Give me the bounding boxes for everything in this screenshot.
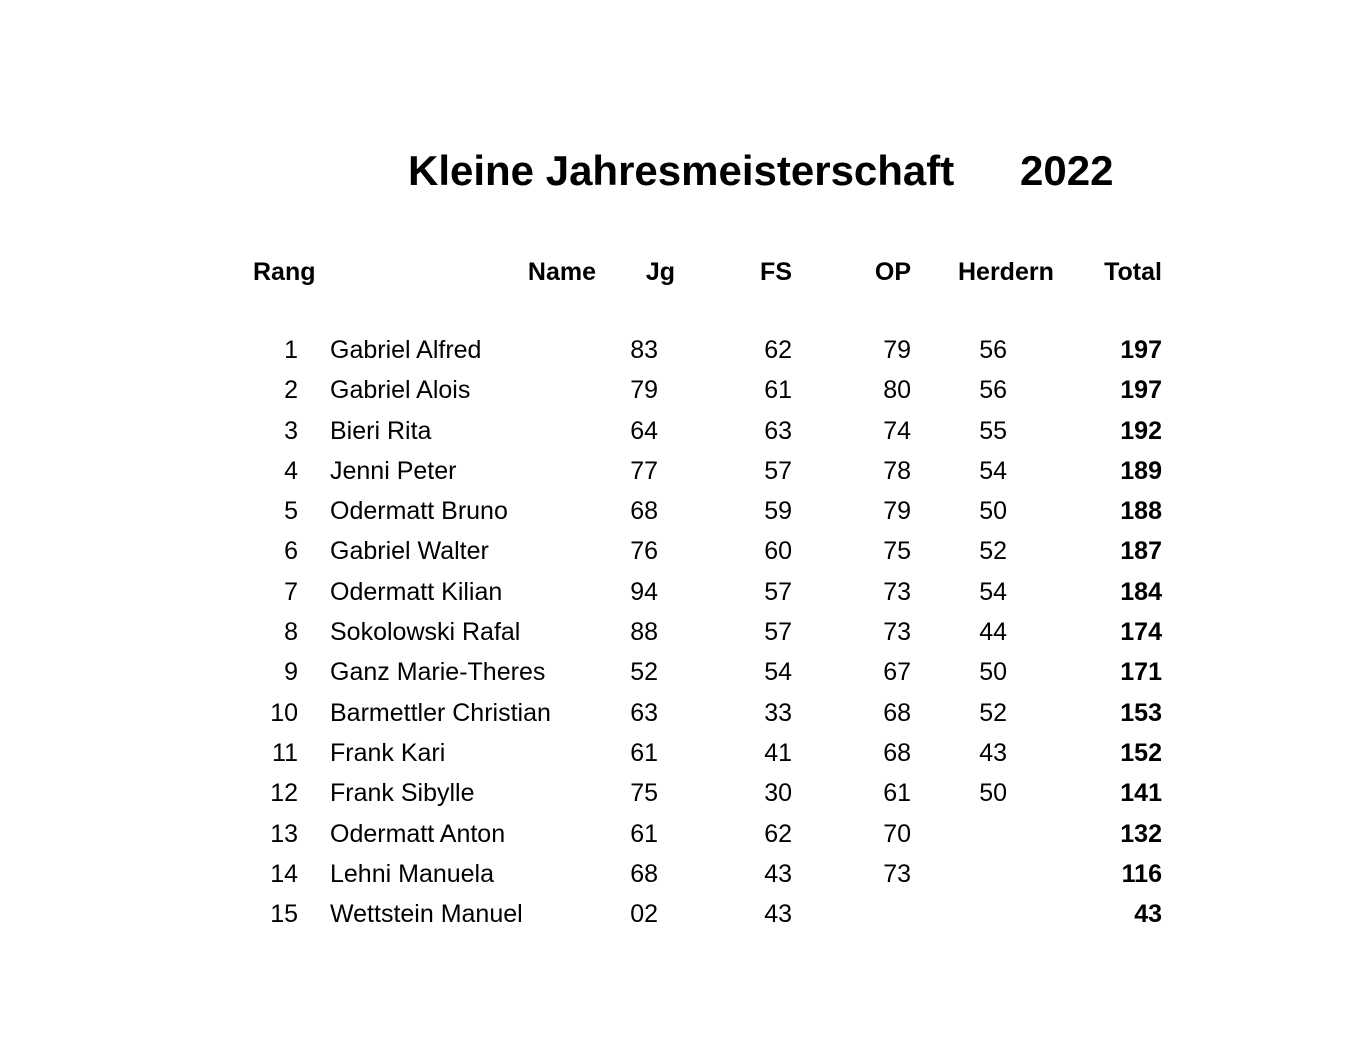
cell-jg: 76 bbox=[630, 537, 658, 566]
cell-herdern: 56 bbox=[979, 336, 1007, 364]
table-row bbox=[0, 776, 1364, 816]
cell-fs: 41 bbox=[764, 738, 792, 767]
cell-jg: 52 bbox=[630, 658, 658, 687]
cell-op: 78 bbox=[883, 456, 911, 485]
cell-total: 174 bbox=[1120, 618, 1162, 647]
cell-jg: 61 bbox=[630, 819, 658, 848]
table-header bbox=[0, 256, 1364, 288]
cell-op: 75 bbox=[883, 537, 911, 566]
cell-name: Frank Sibylle bbox=[330, 779, 475, 808]
cell-rang: 11 bbox=[272, 738, 298, 767]
cell-total: 43 bbox=[1134, 900, 1162, 929]
cell-fs: 30 bbox=[764, 779, 792, 808]
cell-herdern: 54 bbox=[979, 456, 1007, 485]
cell-op: 73 bbox=[883, 859, 911, 888]
table-row bbox=[0, 857, 1364, 897]
cell-fs: 33 bbox=[764, 698, 792, 727]
title-text: Kleine Jahresmeisterschaft bbox=[408, 147, 955, 194]
cell-fs: 59 bbox=[764, 497, 792, 526]
cell-name: Lehni Manuela bbox=[330, 859, 495, 888]
cell-herdern: 50 bbox=[979, 658, 1007, 687]
cell-herdern: 43 bbox=[979, 738, 1007, 767]
cell-op: 74 bbox=[883, 416, 911, 445]
cell-name: Jenni Peter bbox=[330, 456, 457, 485]
table-row bbox=[0, 454, 1364, 494]
cell-jg: 64 bbox=[630, 416, 658, 445]
cell-name: Odermatt Bruno bbox=[330, 497, 508, 526]
cell-fs: 54 bbox=[764, 658, 792, 687]
cell-fs: 43 bbox=[764, 859, 792, 888]
cell-rang: 7 bbox=[284, 577, 298, 606]
cell-fs: 63 bbox=[764, 416, 792, 445]
cell-rang: 9 bbox=[284, 658, 298, 687]
cell-name: Frank Kari bbox=[330, 738, 446, 767]
cell-fs: 62 bbox=[764, 819, 792, 848]
cell-total: 192 bbox=[1120, 416, 1162, 445]
cell-fs: 60 bbox=[764, 537, 792, 566]
cell-op: 80 bbox=[883, 376, 911, 405]
cell-rang: 12 bbox=[270, 779, 298, 808]
cell-total: 189 bbox=[1120, 456, 1162, 485]
cell-total: 197 bbox=[1120, 336, 1162, 364]
header-total: Total bbox=[1104, 258, 1162, 286]
cell-name: Bieri Rita bbox=[330, 416, 432, 445]
cell-herdern: 52 bbox=[979, 698, 1007, 727]
cell-op: 61 bbox=[883, 779, 911, 808]
cell-total: 197 bbox=[1120, 376, 1162, 405]
cell-op: 67 bbox=[883, 658, 911, 687]
cell-name: Sokolowski Rafal bbox=[330, 618, 521, 647]
table-row bbox=[0, 494, 1364, 534]
cell-jg: 63 bbox=[630, 698, 658, 727]
cell-rang: 10 bbox=[270, 698, 298, 727]
cell-name: Wettstein Manuel bbox=[330, 900, 523, 929]
table-row bbox=[0, 373, 1364, 413]
cell-total: 116 bbox=[1121, 859, 1162, 888]
cell-herdern: 56 bbox=[979, 376, 1007, 405]
table-row bbox=[0, 655, 1364, 695]
cell-rang: 14 bbox=[270, 859, 298, 888]
cell-op: 68 bbox=[883, 738, 911, 767]
table-row bbox=[0, 817, 1364, 857]
cell-rang: 2 bbox=[284, 376, 298, 405]
cell-total: 184 bbox=[1120, 577, 1162, 606]
cell-rang: 8 bbox=[284, 618, 298, 647]
header-op: OP bbox=[874, 258, 911, 286]
cell-jg: 02 bbox=[630, 900, 658, 929]
cell-fs: 57 bbox=[764, 456, 792, 485]
cell-total: 153 bbox=[1120, 698, 1162, 727]
table-body bbox=[0, 333, 1364, 937]
cell-total: 141 bbox=[1120, 779, 1162, 808]
cell-op: 70 bbox=[883, 819, 911, 848]
cell-rang: 15 bbox=[270, 900, 298, 929]
cell-rang: 5 bbox=[284, 497, 298, 526]
cell-name: Odermatt Kilian bbox=[330, 577, 503, 606]
cell-jg: 88 bbox=[630, 618, 658, 647]
header-herdern: Herdern bbox=[958, 258, 1054, 286]
cell-name: Barmettler Christian bbox=[330, 698, 551, 727]
cell-rang: 3 bbox=[284, 416, 298, 445]
cell-jg: 68 bbox=[630, 497, 658, 526]
cell-jg: 61 bbox=[630, 738, 658, 767]
cell-total: 152 bbox=[1120, 738, 1162, 767]
cell-rang: 13 bbox=[270, 819, 298, 848]
cell-total: 187 bbox=[1120, 537, 1162, 566]
cell-op: 79 bbox=[883, 336, 911, 364]
cell-fs: 61 bbox=[764, 376, 792, 405]
cell-op: 79 bbox=[883, 497, 911, 526]
cell-fs: 57 bbox=[764, 577, 792, 606]
cell-name: Gabriel Alois bbox=[330, 376, 471, 405]
cell-total: 171 bbox=[1120, 658, 1162, 687]
header-rang: Rang bbox=[253, 258, 316, 286]
cell-herdern: 55 bbox=[979, 416, 1007, 445]
cell-jg: 68 bbox=[630, 859, 658, 888]
header-jg: Jg bbox=[645, 258, 675, 286]
table-row bbox=[0, 897, 1364, 937]
cell-jg: 79 bbox=[630, 376, 658, 405]
cell-herdern: 44 bbox=[979, 618, 1007, 647]
title-year: 2022 bbox=[1020, 147, 1114, 194]
table-row bbox=[0, 575, 1364, 615]
cell-jg: 83 bbox=[630, 336, 658, 364]
table-row bbox=[0, 736, 1364, 776]
cell-fs: 62 bbox=[764, 336, 792, 364]
cell-herdern: 50 bbox=[979, 779, 1007, 808]
cell-name: Gabriel Walter bbox=[330, 537, 489, 566]
cell-jg: 77 bbox=[630, 456, 658, 485]
table-row bbox=[0, 696, 1364, 736]
header-name: Name bbox=[527, 258, 596, 286]
cell-jg: 75 bbox=[630, 779, 658, 808]
cell-total: 132 bbox=[1120, 819, 1162, 848]
cell-rang: 4 bbox=[284, 456, 298, 485]
cell-name: Ganz Marie-Theres bbox=[330, 658, 546, 687]
cell-op: 73 bbox=[883, 577, 911, 606]
table-row bbox=[0, 333, 1364, 373]
cell-rang: 1 bbox=[284, 336, 298, 364]
cell-fs: 57 bbox=[764, 618, 792, 647]
cell-jg: 94 bbox=[630, 577, 658, 606]
cell-herdern: 54 bbox=[979, 577, 1007, 606]
cell-fs: 43 bbox=[764, 900, 792, 929]
table-row bbox=[0, 414, 1364, 454]
table-row bbox=[0, 615, 1364, 655]
cell-name: Gabriel Alfred bbox=[330, 336, 482, 364]
cell-op: 73 bbox=[883, 618, 911, 647]
cell-herdern: 52 bbox=[979, 537, 1007, 566]
header-fs: FS bbox=[760, 258, 792, 286]
document-title bbox=[0, 143, 1364, 199]
cell-rang: 6 bbox=[284, 537, 298, 566]
cell-name: Odermatt Anton bbox=[330, 819, 506, 848]
table-row bbox=[0, 534, 1364, 574]
cell-herdern: 50 bbox=[979, 497, 1007, 526]
cell-total: 188 bbox=[1120, 497, 1162, 526]
cell-op: 68 bbox=[883, 698, 911, 727]
